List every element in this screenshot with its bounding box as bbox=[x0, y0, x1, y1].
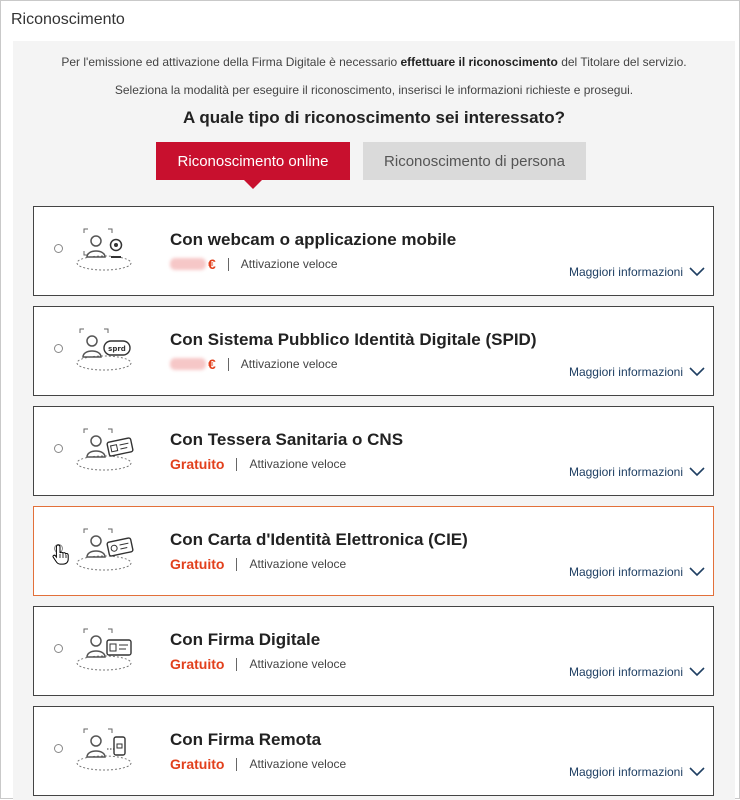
chevron-down-icon bbox=[689, 467, 705, 477]
more-info-link[interactable] bbox=[569, 365, 705, 379]
more-info-label: Maggiori informazioni bbox=[568, 465, 683, 479]
divider bbox=[236, 758, 237, 771]
chevron-down-icon bbox=[689, 367, 705, 377]
option-meta bbox=[170, 256, 338, 272]
price-redacted bbox=[170, 358, 206, 370]
question-heading: A quale tipo di riconoscimento sei interessato? bbox=[183, 108, 565, 127]
chevron-down-icon bbox=[689, 267, 705, 277]
option-price: Gratuito bbox=[170, 556, 225, 572]
more-info-label: Maggiori informazioni bbox=[568, 365, 683, 379]
radio-button[interactable] bbox=[54, 244, 63, 253]
option-title: Con webcam o applicazione mobile bbox=[170, 230, 457, 249]
option-price: Gratuito bbox=[170, 756, 225, 772]
option-digital-signature[interactable] bbox=[33, 606, 714, 696]
more-info-link[interactable] bbox=[569, 465, 705, 479]
option-price: Gratuito bbox=[170, 656, 225, 672]
option-title: Con Carta d'Identità Elettronica (CIE) bbox=[170, 530, 468, 549]
more-info-label: Maggiori informazioni bbox=[568, 565, 683, 579]
digital-signature-icon bbox=[74, 627, 134, 673]
option-meta bbox=[170, 356, 338, 372]
chevron-down-icon bbox=[689, 567, 705, 577]
option-activation: Attivazione veloce bbox=[249, 557, 347, 571]
svg-text:sprd: sprd bbox=[108, 345, 126, 353]
more-info-label: Maggiori informazioni bbox=[568, 665, 683, 679]
page-title: Riconoscimento bbox=[11, 11, 125, 28]
hand-cursor-icon bbox=[52, 543, 70, 565]
radio-button[interactable] bbox=[54, 444, 63, 453]
option-spid[interactable] bbox=[33, 306, 714, 396]
intro-instructions: Seleziona la modalità per eseguire il riconoscimento, inserisci le informazioni richieste e prosegui. bbox=[114, 83, 634, 97]
option-meta bbox=[170, 556, 346, 572]
divider bbox=[236, 458, 237, 471]
recognition-panel bbox=[13, 41, 735, 800]
option-price: € bbox=[208, 356, 216, 372]
chevron-down-icon bbox=[689, 767, 705, 777]
option-title: Con Firma Remota bbox=[170, 730, 322, 749]
more-info-label: Maggiori informazioni bbox=[568, 265, 683, 279]
option-remote-signature[interactable] bbox=[33, 706, 714, 796]
chevron-down-icon bbox=[689, 667, 705, 677]
webcam-icon bbox=[74, 227, 134, 273]
divider bbox=[236, 658, 237, 671]
option-activation: Attivazione veloce bbox=[249, 657, 347, 671]
more-info-link[interactable] bbox=[569, 765, 705, 779]
option-activation: Attivazione veloce bbox=[240, 257, 338, 271]
id-card-icon bbox=[74, 527, 134, 573]
option-activation: Attivazione veloce bbox=[240, 357, 338, 371]
option-title: Con Sistema Pubblico Identità Digitale (SPID) bbox=[170, 330, 537, 349]
option-title: Con Firma Digitale bbox=[170, 630, 321, 649]
option-cie[interactable] bbox=[33, 506, 714, 596]
more-info-link[interactable] bbox=[569, 665, 705, 679]
option-webcam[interactable] bbox=[33, 206, 714, 296]
option-title: Con Tessera Sanitaria o CNS bbox=[170, 430, 404, 449]
divider bbox=[228, 258, 229, 271]
option-activation: Attivazione veloce bbox=[249, 457, 347, 471]
option-meta bbox=[170, 756, 346, 772]
option-health-card[interactable] bbox=[33, 406, 714, 496]
radio-button[interactable] bbox=[54, 644, 63, 653]
option-price: € bbox=[208, 256, 216, 272]
divider bbox=[228, 358, 229, 371]
tab-in-person[interactable]: Riconoscimento di persona bbox=[363, 142, 586, 180]
intro-text: Per l'emissione ed attivazione della Firma Digitale è necessario effettuare il riconoscimento del Titolare del servizio. bbox=[61, 55, 687, 69]
option-price: Gratuito bbox=[170, 456, 225, 472]
option-activation: Attivazione veloce bbox=[249, 757, 347, 771]
tab-online[interactable]: Riconoscimento online bbox=[156, 142, 350, 180]
divider bbox=[236, 558, 237, 571]
price-redacted bbox=[170, 258, 206, 270]
option-meta bbox=[170, 456, 346, 472]
more-info-label: Maggiori informazioni bbox=[568, 765, 683, 779]
more-info-link[interactable] bbox=[569, 265, 705, 279]
option-meta bbox=[170, 656, 346, 672]
radio-button[interactable] bbox=[54, 744, 63, 753]
radio-button[interactable] bbox=[54, 344, 63, 353]
health-card-icon bbox=[74, 427, 134, 473]
remote-signature-icon bbox=[74, 727, 134, 773]
spid-icon bbox=[74, 327, 134, 373]
more-info-link[interactable] bbox=[569, 565, 705, 579]
